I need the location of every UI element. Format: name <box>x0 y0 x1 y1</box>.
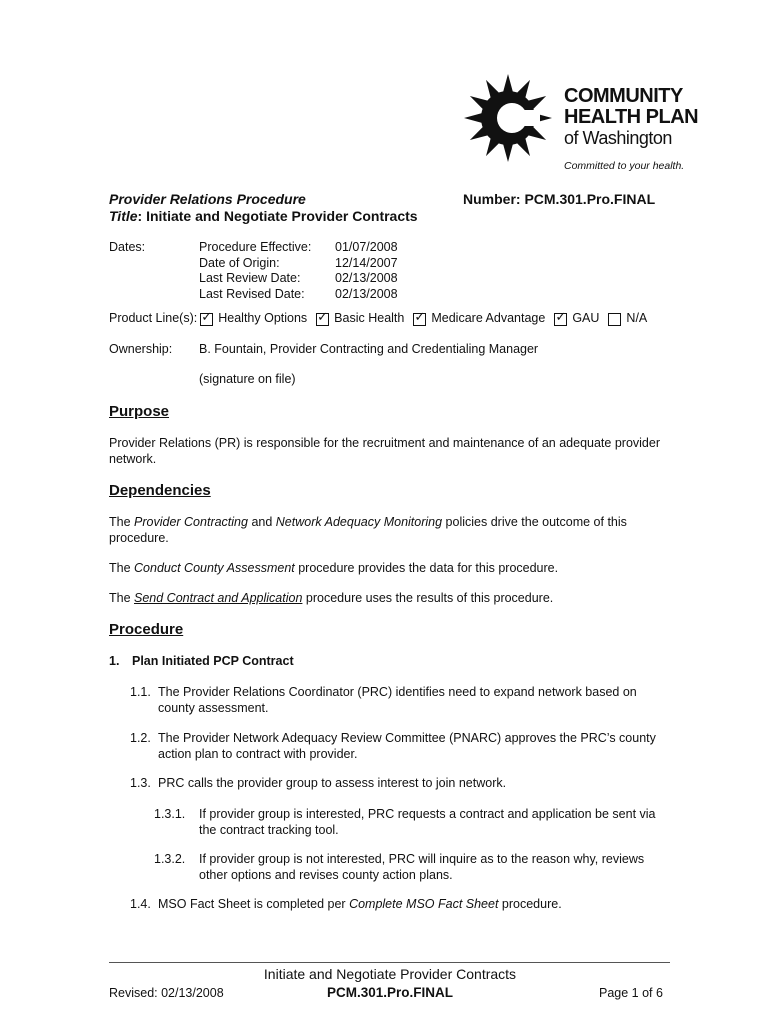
text-run: The <box>109 591 135 605</box>
product-lines-label: Product Line(s): <box>109 311 198 325</box>
company-logo <box>462 68 702 180</box>
text-run: The <box>109 515 135 529</box>
logo-line-2: HEALTH PLAN <box>564 106 699 128</box>
date-value: 02/13/2008 <box>335 286 398 301</box>
product-line-label: Basic Health <box>334 311 405 325</box>
step-1-1 <box>130 684 660 716</box>
dates-label: Dates: <box>109 240 146 254</box>
text-run: policies drive the outcome of this procedure. <box>109 515 627 545</box>
product-line-label: GAU <box>572 311 600 325</box>
product-line-label: Medicare Advantage <box>431 311 546 325</box>
procedure-title <box>109 208 418 224</box>
step-1-3-2 <box>154 851 664 883</box>
date-row <box>199 256 398 272</box>
date-value: 01/07/2008 <box>335 240 398 254</box>
footer-title: Initiate and Negotiate Provider Contracts <box>263 966 517 982</box>
title-prefix: Title <box>109 208 138 224</box>
date-key: Last Revised Date: <box>199 286 305 301</box>
purpose-heading: Purpose <box>109 403 170 420</box>
signature-note: (signature on file) <box>199 372 296 386</box>
date-key: Last Review Date: <box>199 271 301 285</box>
step-1-2 <box>130 730 660 762</box>
procedure-reference: Conduct County Assessment <box>134 561 295 575</box>
footer-revised: Revised: 02/13/2008 <box>109 986 224 1000</box>
date-row <box>199 271 398 287</box>
step-text: PRC calls the provider group to assess interest to join network. <box>158 776 507 790</box>
policy-reference: Network Adequacy Monitoring <box>275 515 443 529</box>
step-number: 1.3.2. <box>154 852 186 866</box>
text-run: procedure uses the results of this procedure. <box>302 591 554 605</box>
text-run: procedure. <box>498 897 562 911</box>
dependencies-heading: Dependencies <box>109 482 211 499</box>
procedure-number: Number: PCM.301.Pro.FINAL <box>463 191 656 207</box>
text-run: and <box>247 515 276 529</box>
date-key: Procedure Effective: <box>199 240 312 254</box>
step-text: The Provider Relations Coordinator (PRC) identifies need to expand network based on county assessment. <box>158 685 637 715</box>
product-lines <box>109 311 653 325</box>
step-1 <box>109 654 294 668</box>
date-value: 02/13/2008 <box>335 271 398 285</box>
footer-divider <box>109 962 670 963</box>
logo-line-1: COMMUNITY <box>564 85 683 107</box>
step-title: Plan Initiated PCP Contract <box>132 654 294 668</box>
product-line-label: Healthy Options <box>218 311 308 325</box>
healthy-options-checkbox[interactable] <box>200 313 213 326</box>
procedure-heading: Procedure <box>109 621 184 638</box>
step-number: 1.1. <box>130 685 151 699</box>
date-value: 12/14/2007 <box>335 255 398 270</box>
step-number: 1.3.1. <box>154 807 186 821</box>
step-1-4 <box>130 896 660 912</box>
step-number: 1.2. <box>130 731 151 745</box>
step-1-3 <box>130 775 660 791</box>
footer-number: PCM.301.Pro.FINAL <box>326 985 454 1000</box>
dependencies-paragraph-3 <box>109 590 669 606</box>
procedure-category: Provider Relations Procedure <box>109 191 306 207</box>
step-text: The Provider Network Adequacy Review Committee (PNARC) approves the PRC’s county action plan to contract with provider. <box>158 731 656 761</box>
product-line-label: N/A <box>626 311 648 325</box>
step-text: If provider group is not interested, PRC will inquire as to the reason why, reviews other options and revises county action plans. <box>199 852 645 882</box>
date-row <box>199 287 398 303</box>
ownership-value: B. Fountain, Provider Contracting and Credentialing Manager <box>199 342 539 356</box>
title-value: : Initiate and Negotiate Provider Contracts <box>137 208 418 224</box>
step-number: 1. <box>109 654 120 668</box>
step-text <box>158 896 660 912</box>
logo-tagline: Committed to your health. <box>564 160 685 172</box>
text-run: The <box>109 561 135 575</box>
logo-line-3: of Washington <box>564 128 672 148</box>
text-run: procedure provides the data for this procedure. <box>294 561 559 575</box>
purpose-text: Provider Relations (PR) is responsible for the recruitment and maintenance of an adequate provider network. <box>109 436 660 466</box>
basic-health-checkbox[interactable] <box>316 313 329 326</box>
date-key: Date of Origin: <box>199 255 280 270</box>
step-1-3-1 <box>154 806 664 838</box>
text-run: MSO Fact Sheet is completed per <box>158 897 350 911</box>
dependencies-paragraph-2 <box>109 560 669 576</box>
sunburst-logo-icon <box>462 68 562 168</box>
procedure-reference: Send Contract and Application <box>134 591 303 605</box>
footer-page: Page 1 of 6 <box>599 986 663 1000</box>
step-number: 1.4. <box>130 897 151 911</box>
dependencies-paragraph-1 <box>109 514 669 546</box>
ownership-label: Ownership: <box>109 342 173 356</box>
na-checkbox[interactable] <box>608 313 621 326</box>
dates-table <box>199 240 398 302</box>
policy-reference: Provider Contracting <box>134 515 248 529</box>
date-row <box>199 240 398 256</box>
gau-checkbox[interactable] <box>554 313 567 326</box>
step-text: If provider group is interested, PRC requests a contract and application be sent via the contract tracking tool. <box>199 807 656 837</box>
procedure-reference: Complete MSO Fact Sheet <box>349 897 499 911</box>
medicare-advantage-checkbox[interactable] <box>413 313 426 326</box>
step-number: 1.3. <box>130 776 151 790</box>
